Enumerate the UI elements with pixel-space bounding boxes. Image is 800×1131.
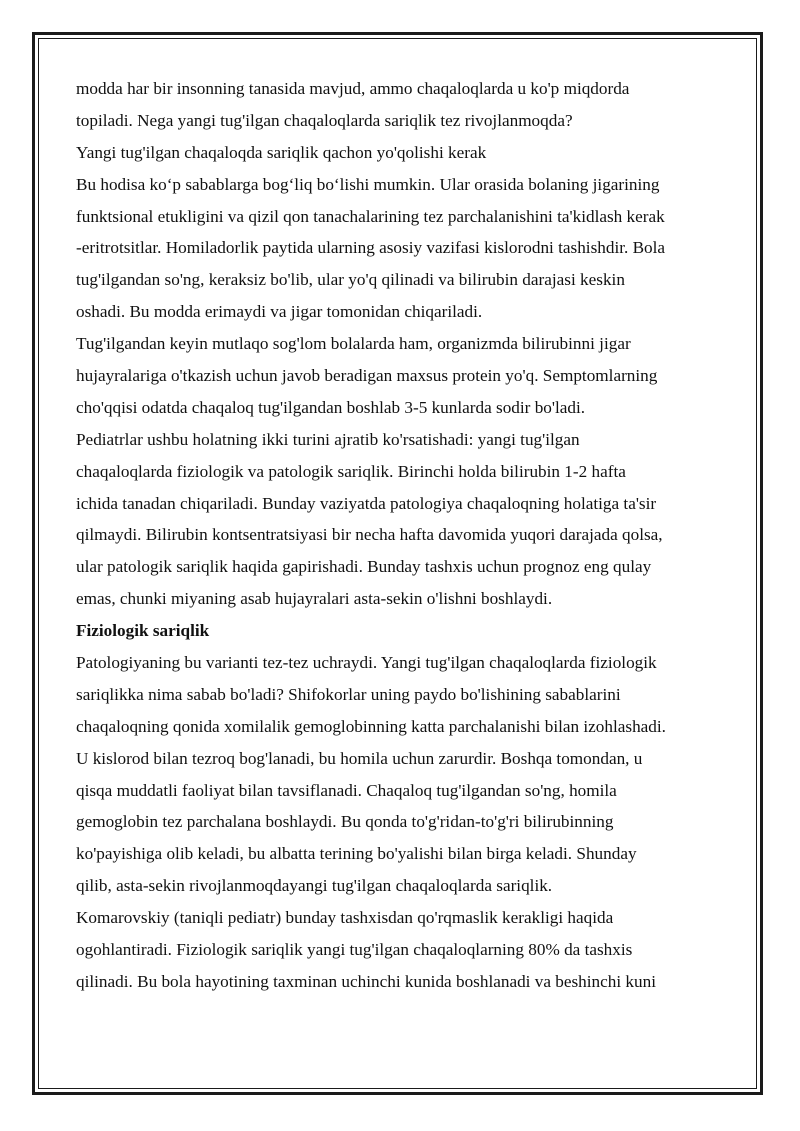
text-line: ogohlantiradi. Fiziologik sariqlik yangi tug'ilgan chaqaloqlarning 80% da tashxis: [76, 940, 633, 960]
text-line: -eritrotsitlar. Homiladorlik paytida ularning asosiy vazifasi kislorodni tashishdir. Bola: [76, 238, 666, 258]
text-line: funktsional etukligini va qizil qon tanachalarining tez parchalanishini ta'kidlash kerak: [76, 206, 665, 226]
section-heading: Fiziologik sariqlik: [76, 621, 210, 641]
text-line: ko'payishiga olib keladi, bu albatta terining bo'yalishi bilan birga keladi. Shunday: [76, 844, 637, 864]
text-line: hujayralariga o'tkazish uchun javob beradigan maxsus protein yo'q. Semptomlarning: [76, 366, 658, 386]
text-line: emas, chunki miyaning asab hujayralari asta-sekin o'lishni boshlaydi.: [76, 589, 553, 609]
text-line: Patologiyaning bu varianti tez-tez uchraydi. Yangi tug'ilgan chaqaloqlarda fiziologik: [76, 653, 657, 673]
text-line: cho'qqisi odatda chaqaloq tug'ilgandan boshlab 3-5 kunlarda sodir bo'ladi.: [76, 397, 586, 417]
text-line: qilmaydi. Bilirubin kontsentratsiyasi bir necha hafta davomida yuqori darajada qolsa,: [76, 525, 663, 545]
text-line: Pediatrlar ushbu holatning ikki turini ajratib ko'rsatishadi: yangi tug'ilgan: [76, 429, 580, 449]
text-line: chaqaloqlarda fiziologik va patologik sariqlik. Birinchi holda bilirubin 1-2 hafta: [76, 461, 626, 481]
text-line: ichida tanadan chiqariladi. Bunday vaziyatda patologiya chaqaloqning holatiga ta'sir: [76, 493, 657, 513]
text-line: Komarovskiy (taniqli pediatr) bunday tashxisdan qo'rqmaslik kerakligi haqida: [76, 908, 614, 928]
text-line: qisqa muddatli faoliyat bilan tavsiflanadi. Chaqaloq tug'ilgandan so'ng, homila: [76, 780, 617, 800]
text-line: gemoglobin tez parchalana boshlaydi. Bu qonda to'g'ridan-to'g'ri bilirubinning: [76, 812, 614, 832]
text-line: Yangi tug'ilgan chaqaloqda sariqlik qachon yo'qolishi kerak: [76, 142, 487, 162]
text-line: topiladi. Nega yangi tug'ilgan chaqaloqlarda sariqlik tez rivojlanmoqda?: [76, 110, 573, 130]
document-body: [76, 73, 726, 998]
text-line: oshadi. Bu modda erimaydi va jigar tomonidan chiqariladi.: [76, 302, 483, 322]
text-line: ular patologik sariqlik haqida gapirishadi. Bunday tashxis uchun prognoz eng qulay: [76, 557, 652, 577]
text-line: Bu hodisa koʻp sabablarga bogʻliq boʻlishi mumkin. Ular orasida bolaning jigarining: [76, 174, 660, 194]
text-line: tug'ilgandan so'ng, keraksiz bo'lib, ular yo'q qilinadi va bilirubin darajasi keskin: [76, 270, 625, 290]
text-line: modda har bir insonning tanasida mavjud, ammo chaqaloqlarda u ko'p miqdorda: [76, 79, 630, 98]
text-line: sariqlikka nima sabab bo'ladi? Shifokorlar uning paydo bo'lishining sabablarini: [76, 684, 621, 704]
text-line: U kislorod bilan tezroq bog'lanadi, bu homila uchun zarurdir. Boshqa tomondan, u: [76, 748, 643, 768]
text-line: Tug'ilgandan keyin mutlaqo sog'lom bolalarda ham, organizmda bilirubinni jigar: [76, 334, 631, 354]
text-line: qilib, asta-sekin rivojlanmoqdayangi tug'ilgan chaqaloqlarda sariqlik.: [76, 876, 553, 896]
text-line: qilinadi. Bu bola hayotining taxminan uchinchi kunida boshlanadi va beshinchi kuni: [76, 971, 656, 991]
text-line: chaqaloqning qonida xomilalik gemoglobinning katta parchalanishi bilan izohlashadi.: [76, 716, 666, 736]
